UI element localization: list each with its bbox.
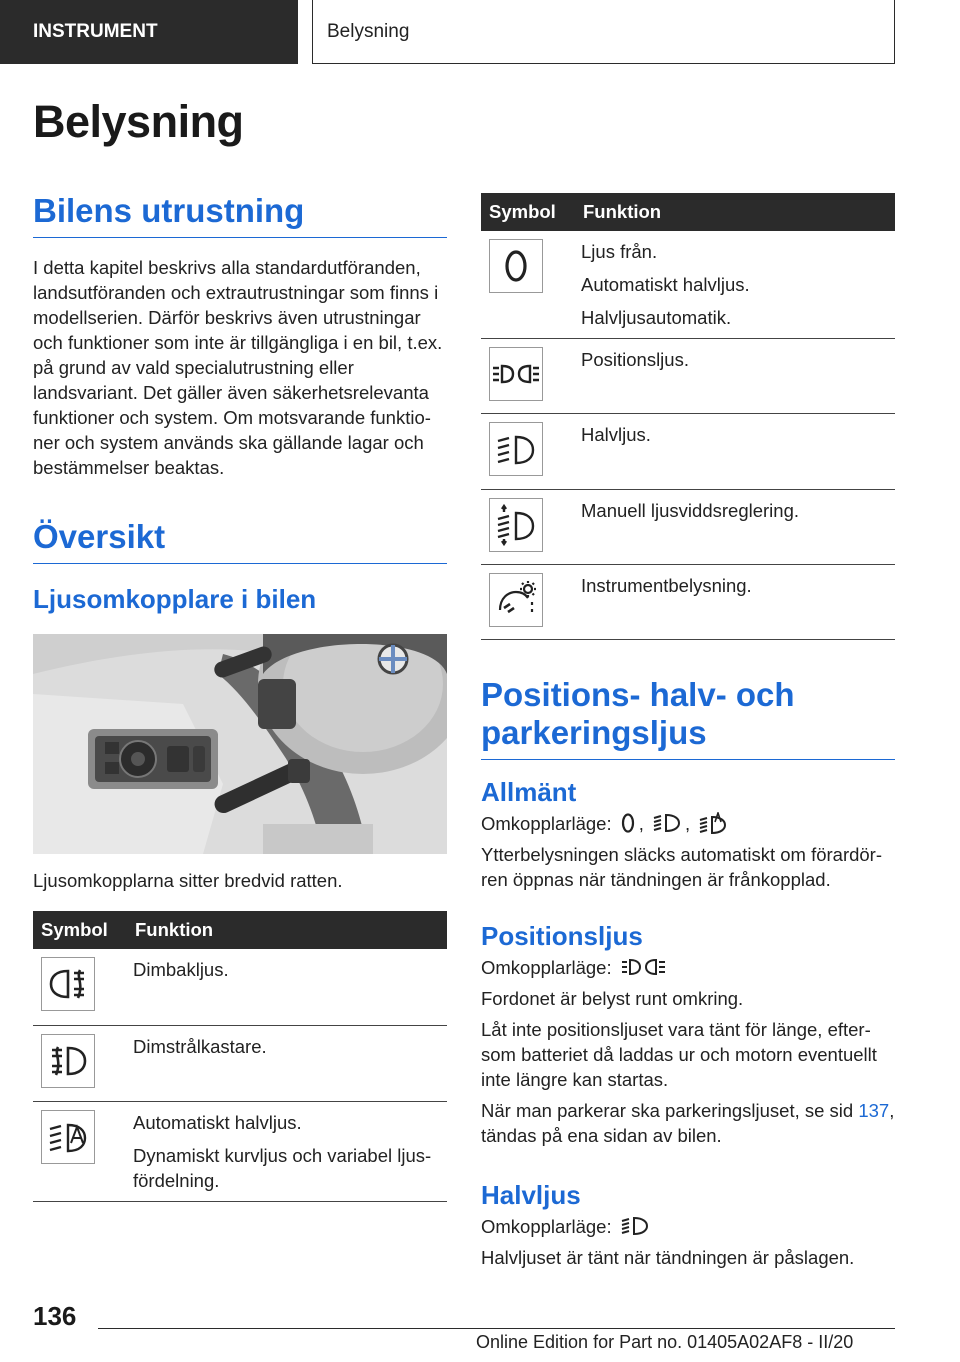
table-row	[481, 414, 895, 490]
chapter-tab	[0, 0, 298, 64]
auto-low-beam-icon	[699, 812, 727, 834]
switch-label: Omkopplarläge:	[481, 957, 612, 978]
general-heading: Allmänt	[481, 777, 577, 807]
position-p2: Låt inte positionsljuset vara tänt för länge, eftersom batteriet då laddas ur och motorn eventuellt inte längre kan startas.	[481, 1019, 877, 1090]
function-text: Dynamiskt kurvljus och variabel ljusfördelning.	[133, 1144, 432, 1191]
function-text: Dimstrålkastare.	[133, 1035, 267, 1057]
low-beam-icon	[653, 812, 681, 834]
col-symbol-header: Symbol	[481, 193, 575, 231]
left-symbol-table	[33, 911, 447, 1202]
function-text: Positionsljus.	[581, 349, 689, 370]
auto-low-beam-icon	[41, 1110, 95, 1164]
separator: ,	[685, 813, 691, 834]
light-switch-photo	[33, 634, 447, 854]
headlight-range-control-icon	[489, 498, 543, 552]
positions-section	[481, 676, 895, 760]
function-text: Ljus från.	[581, 241, 658, 262]
separator: ,	[638, 813, 644, 834]
position-p3	[481, 1098, 895, 1148]
low-beam-icon	[489, 422, 543, 476]
low-beam-body: Halvljuset är tänt när tändningen är påslagen.	[481, 1247, 855, 1268]
equipment-heading: Bilens utrustning	[33, 192, 447, 238]
page-number: 136	[33, 1301, 77, 1331]
parking-text-a: När man parkerar ska parkeringsljuset, se sid	[481, 1100, 859, 1121]
low-beam-icon	[621, 1215, 649, 1237]
light-switch-subheading: Ljusomkopplare i bilen	[33, 583, 317, 614]
topic-label: Belysning	[327, 20, 410, 42]
equipment-body	[33, 255, 447, 480]
function-text: Automatiskt halvljus.	[133, 1111, 302, 1133]
table-row	[481, 490, 895, 565]
table-row	[33, 1025, 447, 1101]
positions-heading-line1: Positions- halv- och	[481, 676, 795, 713]
page-title: Belysning	[33, 96, 244, 147]
switch-label: Omkopplarläge:	[481, 813, 612, 834]
overview-section	[33, 518, 447, 615]
table-row	[33, 1101, 447, 1201]
col-function-header: Funktion	[127, 911, 447, 949]
edition-note: Online Edition for Part no. 01405A02AF8 - II/20	[476, 1332, 854, 1352]
position-switch-line	[481, 955, 895, 980]
general-switch-line	[481, 811, 895, 836]
parking-text-b: , tändas på ena sidan av bilen.	[481, 1100, 895, 1146]
zero-position-icon	[489, 239, 543, 293]
position-lights-icon	[489, 347, 543, 401]
table-row	[481, 339, 895, 414]
table-row	[481, 231, 895, 339]
function-text: Halvljusautomatik.	[581, 307, 732, 328]
function-text: Dimbakljus.	[133, 959, 229, 980]
low-beam-heading: Halvljus	[481, 1180, 581, 1210]
positions-heading	[481, 676, 895, 760]
position-lights-icon	[621, 956, 667, 978]
table-row	[481, 565, 895, 640]
chapter-label: INSTRUMENT	[33, 21, 158, 42]
function-text: Manuell ljusviddsreglering.	[581, 500, 799, 521]
function-text: Halvljus.	[581, 424, 651, 445]
general-body: Ytterbelysningen släcks automatiskt om förardörren öppnas när tändningen är frånkopplad.	[481, 844, 883, 890]
instrument-lighting-icon	[489, 573, 543, 627]
function-text: Automatiskt halvljus.	[581, 274, 750, 295]
front-fog-light-icon	[41, 1034, 95, 1088]
position-lights-subsection	[481, 921, 895, 1154]
low-beam-switch-line	[481, 1214, 895, 1239]
overview-heading: Översikt	[33, 518, 447, 564]
switch-label: Omkopplarläge:	[481, 1216, 612, 1237]
position-p1: Fordonet är belyst runt omkring.	[481, 988, 744, 1009]
equipment-section	[33, 192, 447, 486]
photo-caption: Ljusomkopplarna sitter bredvid ratten.	[33, 870, 343, 891]
page-link-137[interactable]: 137	[858, 1100, 890, 1121]
col-function-header: Funktion	[575, 193, 895, 231]
topic-tab	[312, 0, 895, 64]
right-symbol-table	[481, 193, 895, 640]
table-row	[33, 949, 447, 1025]
position-lights-heading: Positionsljus	[481, 921, 643, 951]
positions-heading-line2: parkeringsljus	[481, 713, 707, 751]
low-beam-subsection	[481, 1180, 895, 1276]
function-text: Instrumentbelysning.	[581, 575, 752, 596]
footer-divider	[98, 1328, 895, 1329]
general-subsection	[481, 777, 895, 898]
col-symbol-header: Symbol	[33, 911, 127, 949]
equipment-paragraph: I detta kapitel beskrivs alla standardutföranden, landsutföranden och extrautrustningar som finns i modellserien. Därför beskrivs även utrustningar och funktioner som inte är tillgängliga i en bil, t.ex. på grund av vald specialutrustning eller landsvariant. Det gäller även säkerhetsrelevanta funktioner och system. Om motsvarande funktioner och system används ska gällande lagar och bestämmelser beaktas.	[33, 256, 443, 478]
zero-position-icon	[621, 812, 635, 834]
rear-fog-light-icon	[41, 957, 95, 1011]
